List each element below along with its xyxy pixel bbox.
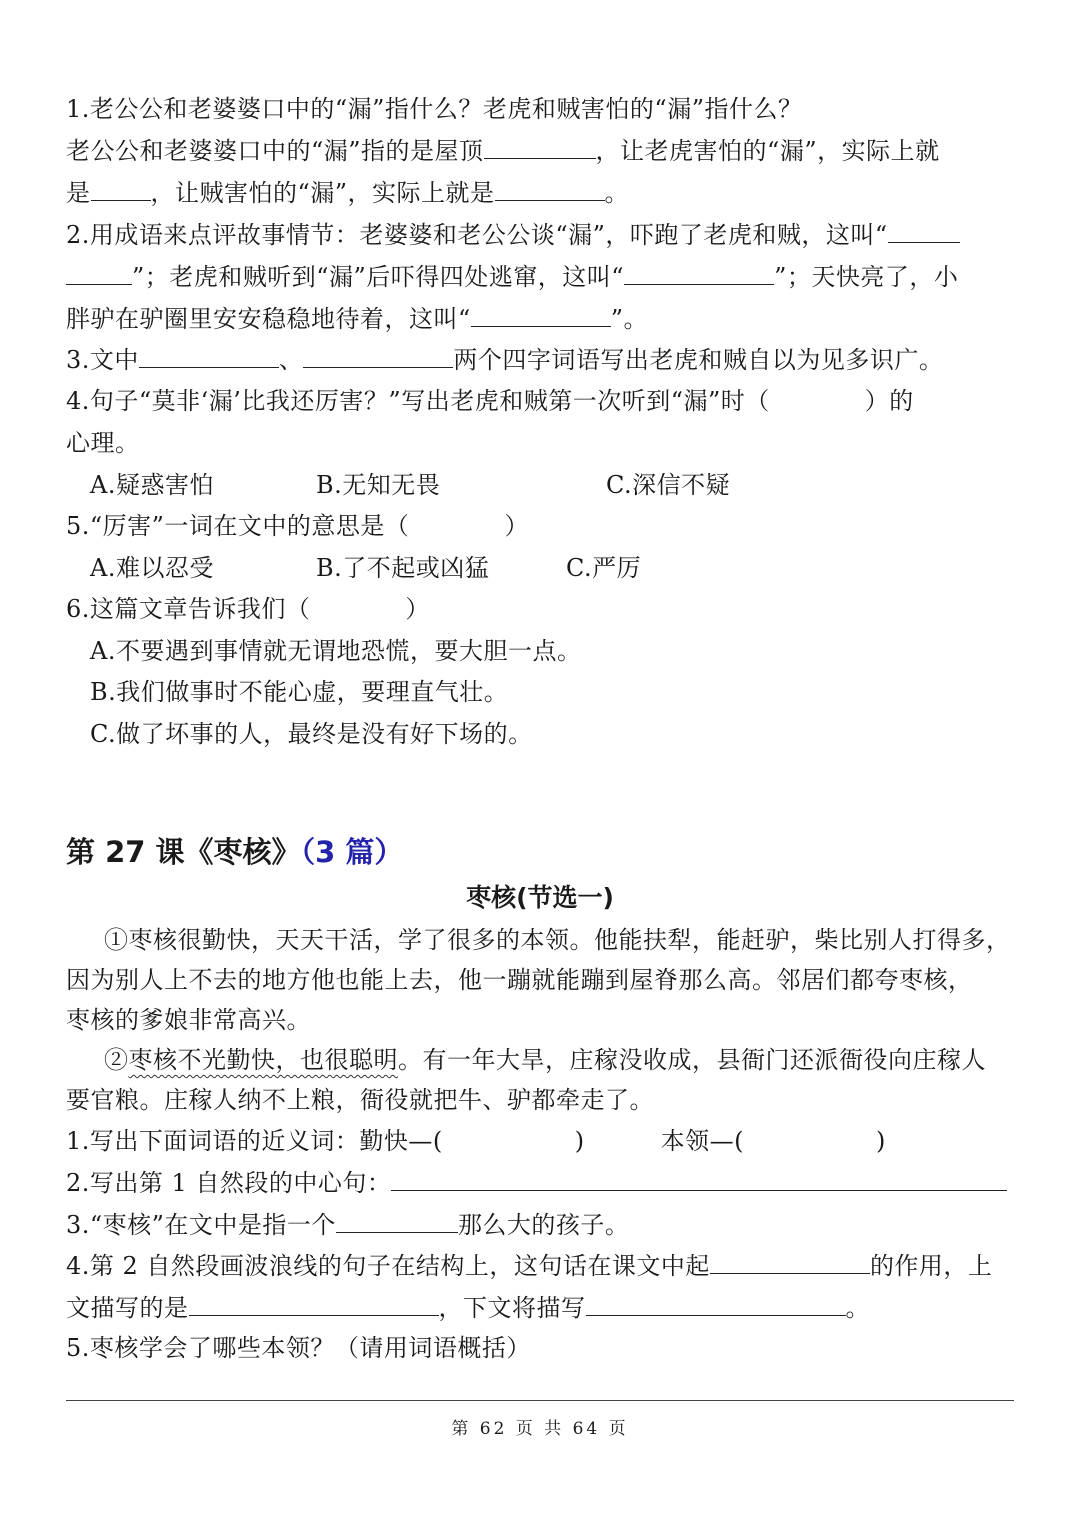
passage-paragraph-1: ①枣核很勤快，天天干活，学了很多的本领。他能扶犁，能赶驴，柴比别人打得多， [104,926,1011,954]
question-2-line: 胖驴在驴圈里安安稳稳地待着，这叫“ ”。 [66,302,648,335]
option-c[interactable]: C.深信不疑 [606,471,731,499]
answer-blank[interactable] [888,218,960,243]
section-heading: 第 27 课《枣核》（3 篇） [66,835,404,869]
question-6: 6.这篇文章告诉我们（ ） [66,595,430,623]
question-1-fill-line: 是 ，让贼害怕的“漏”，实际上就是 。 [66,176,629,209]
question-5: 5.“厉害”一词在文中的意思是（ ） [66,512,529,540]
answer-blank[interactable] [624,260,774,285]
passage-paragraph-1-line: 枣核的爹娘非常高兴。 [66,1006,311,1034]
option-a[interactable]: A.难以忍受 [90,554,214,582]
question-2: 2.用成语来点评故事情节：老婆婆和老公公谈“漏”，吓跑了老虎和贼，这叫“ [66,218,960,251]
question-4-line: 心理。 [66,429,140,457]
answer-blank[interactable] [586,1291,846,1316]
page-number: 第 62 页 共 64 页 [451,1419,629,1439]
option-a[interactable]: A.不要遇到事情就无谓地恐慌，要大胆一点。 [90,637,582,665]
article-count: （3 篇） [300,835,404,869]
answer-blank[interactable] [303,343,453,368]
passage-question-2: 2.写出第 1 自然段的中心句： [66,1166,1007,1199]
option-a[interactable]: A.疑惑害怕 [90,471,214,499]
footer-divider [66,1400,1014,1401]
passage-paragraph-1-line: 因为别人上不去的地方他也能上去，他一蹦就能蹦到屋脊那么高。邻居们都夸枣核， [66,966,973,994]
passage-question-1: 1.写出下面词语的近义词：勤快—( ) 本领—( ) [66,1127,886,1155]
option-c[interactable]: C.做了坏事的人，最终是没有好下场的。 [90,720,533,748]
passage-question-3: 3.“枣核”在文中是指一个 那么大的孩子。 [66,1208,629,1241]
wavy-underlined-sentence: 枣核不光勤快，也很聪明 [128,1046,398,1074]
answer-blank[interactable] [66,260,132,285]
answer-blank[interactable] [391,1166,1007,1191]
answer-blank[interactable] [495,176,605,201]
passage-question-4: 4.第 2 自然段画波浪线的句子在结构上，这句话在课文中起 的作用，上 [66,1249,992,1282]
answer-blank[interactable] [484,134,596,159]
question-3: 3.文中 、 两个四字词语写出老虎和贼自以为见多识广。 [66,343,943,376]
option-b[interactable]: B.无知无畏 [316,471,441,499]
question-4: 4.句子“莫非‘漏’比我还厉害？”写出老虎和贼第一次听到“漏”时（ ）的 [66,387,914,415]
question-1-fill-line: 老公公和老婆婆口中的“漏”指的是屋顶 ，让老虎害怕的“漏”，实际上就 [66,134,940,167]
option-c[interactable]: C.严厉 [566,554,642,582]
answer-blank[interactable] [471,302,611,327]
question-1: 1.老公公和老婆婆口中的“漏”指什么？老虎和贼害怕的“漏”指什么？ [66,95,803,123]
answer-blank[interactable] [91,176,151,201]
answer-blank[interactable] [139,343,279,368]
answer-blank[interactable] [710,1249,870,1274]
passage-paragraph-2-line: 要官粮。庄稼人纳不上粮，衙役就把牛、驴都牵走了。 [66,1086,654,1114]
answer-blank[interactable] [336,1208,458,1233]
passage-question-5: 5.枣核学会了哪些本领？（请用词语概括） [66,1334,531,1362]
option-b[interactable]: B.了不起或凶猛 [316,554,490,582]
passage-question-4-line: 文描写的是 ，下文将描写 。 [66,1291,870,1324]
question-2-line: ”；老虎和贼听到“漏”后吓得四处逃窜，这叫“ ”；天快亮了，小 [66,260,958,293]
question-5-options [90,552,641,584]
question-4-options [90,469,730,501]
passage-title: 枣核(节选一) [466,883,614,912]
answer-blank[interactable] [189,1291,439,1316]
passage-paragraph-2: ②枣核不光勤快，也很聪明。有一年大旱，庄稼没收成，县衙门还派衙役向庄稼人 [104,1046,986,1074]
option-b[interactable]: B.我们做事时不能心虚，要理直气壮。 [90,678,509,706]
